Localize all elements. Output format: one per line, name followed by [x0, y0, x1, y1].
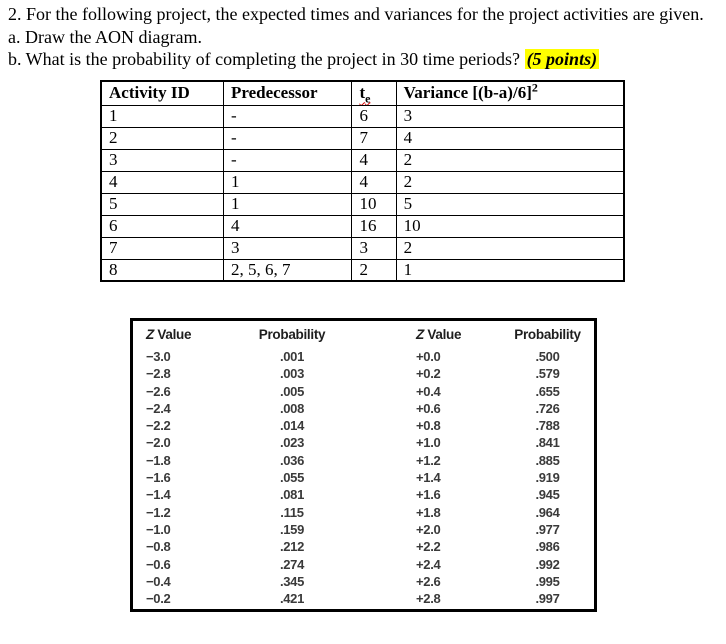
- probability-cell: .005: [279, 383, 305, 399]
- z-value-cell: −0.6: [146, 556, 171, 572]
- probability-cell: .841: [535, 435, 560, 451]
- activity-cell-te: 2: [352, 259, 396, 281]
- probability-cell: .159: [279, 521, 305, 537]
- col-header-activity-id: Activity ID: [101, 81, 223, 105]
- te-subscript: e: [365, 91, 371, 105]
- z-value-cell: −2.8: [146, 366, 171, 382]
- probability-cell: .726: [535, 400, 560, 416]
- probability-cell: .579: [535, 366, 560, 382]
- probability-cell: .055: [279, 470, 305, 486]
- z-value-cell: +0.4: [416, 383, 441, 399]
- probability-cell: .001: [279, 349, 305, 364]
- col-header-predecessor: Predecessor: [223, 81, 351, 105]
- probability-cell: .008: [279, 400, 305, 416]
- points-highlight: (5 points): [526, 49, 598, 69]
- probability-cell: .081: [279, 487, 305, 503]
- z-value-cell: −3.0: [146, 349, 171, 364]
- activity-cell-var: 4: [396, 127, 624, 149]
- z-table-row: [133, 400, 594, 417]
- activity-row: [101, 193, 624, 215]
- probability-cell: .977: [535, 521, 560, 537]
- variance-formula: Variance [(b-a)/6]: [403, 83, 532, 103]
- z-table-row: [133, 365, 594, 382]
- probability-cell: .023: [279, 435, 305, 451]
- z-table-row: [133, 417, 594, 434]
- z-table-row: [133, 556, 594, 573]
- z-symbol: Z: [416, 327, 424, 342]
- activity-cell-id: 3: [101, 149, 223, 171]
- col-header-variance: [396, 81, 624, 105]
- probability-cell: .345: [279, 573, 305, 589]
- activity-cell-pred: 1: [223, 193, 351, 215]
- question-line-3-text: b. What is the probability of completing the project in 30 time periods?: [8, 49, 525, 69]
- activity-header-row: [101, 81, 624, 105]
- probability-cell: .036: [279, 452, 305, 468]
- activity-cell-pred: 1: [223, 171, 351, 193]
- z-value-cell: +1.0: [416, 435, 441, 451]
- probability-cell: .992: [535, 556, 560, 572]
- probability-cell: .421: [279, 591, 305, 607]
- activity-table: [100, 80, 625, 282]
- z-symbol: Z: [146, 327, 154, 342]
- activity-cell-var: 2: [396, 171, 624, 193]
- activity-cell-var: 1: [396, 259, 624, 281]
- probability-cell: .655: [535, 383, 560, 399]
- activity-row: [101, 105, 624, 127]
- z-table-row: [133, 521, 594, 538]
- activity-cell-pred: -: [223, 149, 351, 171]
- activity-cell-te: 10: [352, 193, 396, 215]
- z-value-cell: −1.2: [146, 504, 171, 520]
- z-table-row: [133, 538, 594, 555]
- z-value-cell: +1.4: [416, 470, 441, 486]
- probability-cell: .014: [279, 418, 305, 434]
- z-header-probability-right: Probability: [514, 327, 581, 342]
- z-value-cell: +2.6: [416, 573, 441, 589]
- activity-cell-var: 3: [396, 105, 624, 127]
- z-table-row: [133, 469, 594, 486]
- probability-cell: .212: [279, 539, 305, 555]
- activity-cell-te: 16: [352, 215, 396, 237]
- z-value-cell: +1.8: [416, 504, 441, 520]
- activity-cell-pred: 2, 5, 6, 7: [223, 259, 351, 281]
- probability-cell: .997: [535, 591, 560, 607]
- z-table-row: [133, 573, 594, 590]
- activity-cell-pred: 3: [223, 237, 351, 259]
- z-value-cell: −0.2: [146, 591, 171, 607]
- z-value-cell: −1.4: [146, 487, 171, 503]
- probability-cell: .919: [535, 470, 560, 486]
- activity-cell-pred: -: [223, 105, 351, 127]
- te-symbol: [359, 83, 371, 105]
- z-value-cell: +1.6: [416, 487, 441, 503]
- probability-cell: .115: [280, 504, 304, 520]
- z-value-cell: −1.0: [146, 521, 171, 537]
- z-header-zvalue-left: [133, 327, 201, 348]
- probability-cell: .788: [535, 418, 560, 434]
- z-value-cell: −2.2: [146, 418, 171, 434]
- z-value-cell: −2.4: [146, 400, 171, 416]
- z-value-cell: −0.8: [146, 539, 171, 555]
- z-table-row: [133, 504, 594, 521]
- variance-exponent: 2: [531, 81, 538, 95]
- z-value-cell: +2.0: [416, 521, 441, 537]
- activity-cell-var: 2: [396, 237, 624, 259]
- z-table-header-row: [133, 327, 594, 348]
- activity-cell-id: 4: [101, 171, 223, 193]
- z-value-label: Value: [427, 327, 462, 342]
- activity-cell-var: 5: [396, 193, 624, 215]
- probability-cell: .964: [535, 504, 560, 520]
- probability-cell: .986: [535, 539, 560, 555]
- z-value-cell: +0.2: [416, 366, 441, 382]
- z-value-cell: −0.4: [146, 573, 171, 589]
- z-table-row: [133, 434, 594, 451]
- activity-cell-te: 7: [352, 127, 396, 149]
- activity-cell-var: 2: [396, 149, 624, 171]
- activity-cell-id: 7: [101, 237, 223, 259]
- z-header-zvalue-right: [383, 327, 501, 348]
- activity-row: [101, 149, 624, 171]
- z-header-probability-left: Probability: [258, 327, 326, 342]
- activity-row: [101, 127, 624, 149]
- z-table-row: [133, 383, 594, 400]
- te-base: t: [359, 83, 366, 103]
- z-value-cell: +0.8: [416, 418, 441, 434]
- activity-cell-id: 5: [101, 193, 223, 215]
- z-value-cell: −2.6: [146, 383, 171, 399]
- probability-cell: .885: [535, 452, 560, 468]
- z-value-cell: +2.2: [416, 539, 441, 555]
- z-value-cell: +2.8: [416, 591, 441, 607]
- question-block: [8, 3, 704, 71]
- z-table-row: [133, 348, 594, 365]
- col-header-te: [352, 81, 396, 105]
- question-line-3: [8, 48, 704, 71]
- z-value-cell: −1.6: [146, 470, 171, 486]
- z-table-row: [133, 590, 594, 607]
- question-line-2: a. Draw the AON diagram.: [8, 26, 202, 47]
- z-table-row: [133, 452, 594, 469]
- activity-cell-id: 2: [101, 127, 223, 149]
- activity-cell-te: 4: [352, 149, 396, 171]
- z-value-cell: +2.4: [416, 556, 441, 572]
- activity-cell-pred: 4: [223, 215, 351, 237]
- activity-cell-pred: -: [223, 127, 351, 149]
- activity-cell-id: 6: [101, 215, 223, 237]
- probability-cell: .003: [279, 366, 305, 382]
- activity-cell-var: 10: [396, 215, 624, 237]
- question-line-1: 2. For the following project, the expected times and variances for the project activities are given.: [8, 4, 704, 24]
- z-value-cell: +0.0: [416, 349, 441, 364]
- z-table-body: [133, 348, 594, 607]
- z-value-cell: −1.8: [146, 452, 171, 468]
- activity-cell-id: 1: [101, 105, 223, 127]
- activity-table-body: [101, 105, 624, 281]
- activity-row: [101, 215, 624, 237]
- z-value-cell: +0.6: [416, 400, 441, 416]
- activity-row: [101, 237, 624, 259]
- activity-cell-te: 3: [352, 237, 396, 259]
- z-value-cell: −2.0: [146, 435, 171, 451]
- activity-row: [101, 259, 624, 281]
- activity-cell-id: 8: [101, 259, 223, 281]
- z-value-cell: +1.2: [416, 452, 441, 468]
- probability-cell: .995: [535, 573, 560, 589]
- activity-cell-te: 6: [352, 105, 396, 127]
- probability-cell: .274: [279, 556, 305, 572]
- probability-cell: .500: [535, 349, 560, 364]
- probability-cell: .945: [535, 487, 560, 503]
- z-value-label: Value: [157, 327, 192, 342]
- activity-cell-te: 4: [352, 171, 396, 193]
- z-probability-table: [130, 318, 597, 612]
- activity-row: [101, 171, 624, 193]
- z-table-row: [133, 486, 594, 503]
